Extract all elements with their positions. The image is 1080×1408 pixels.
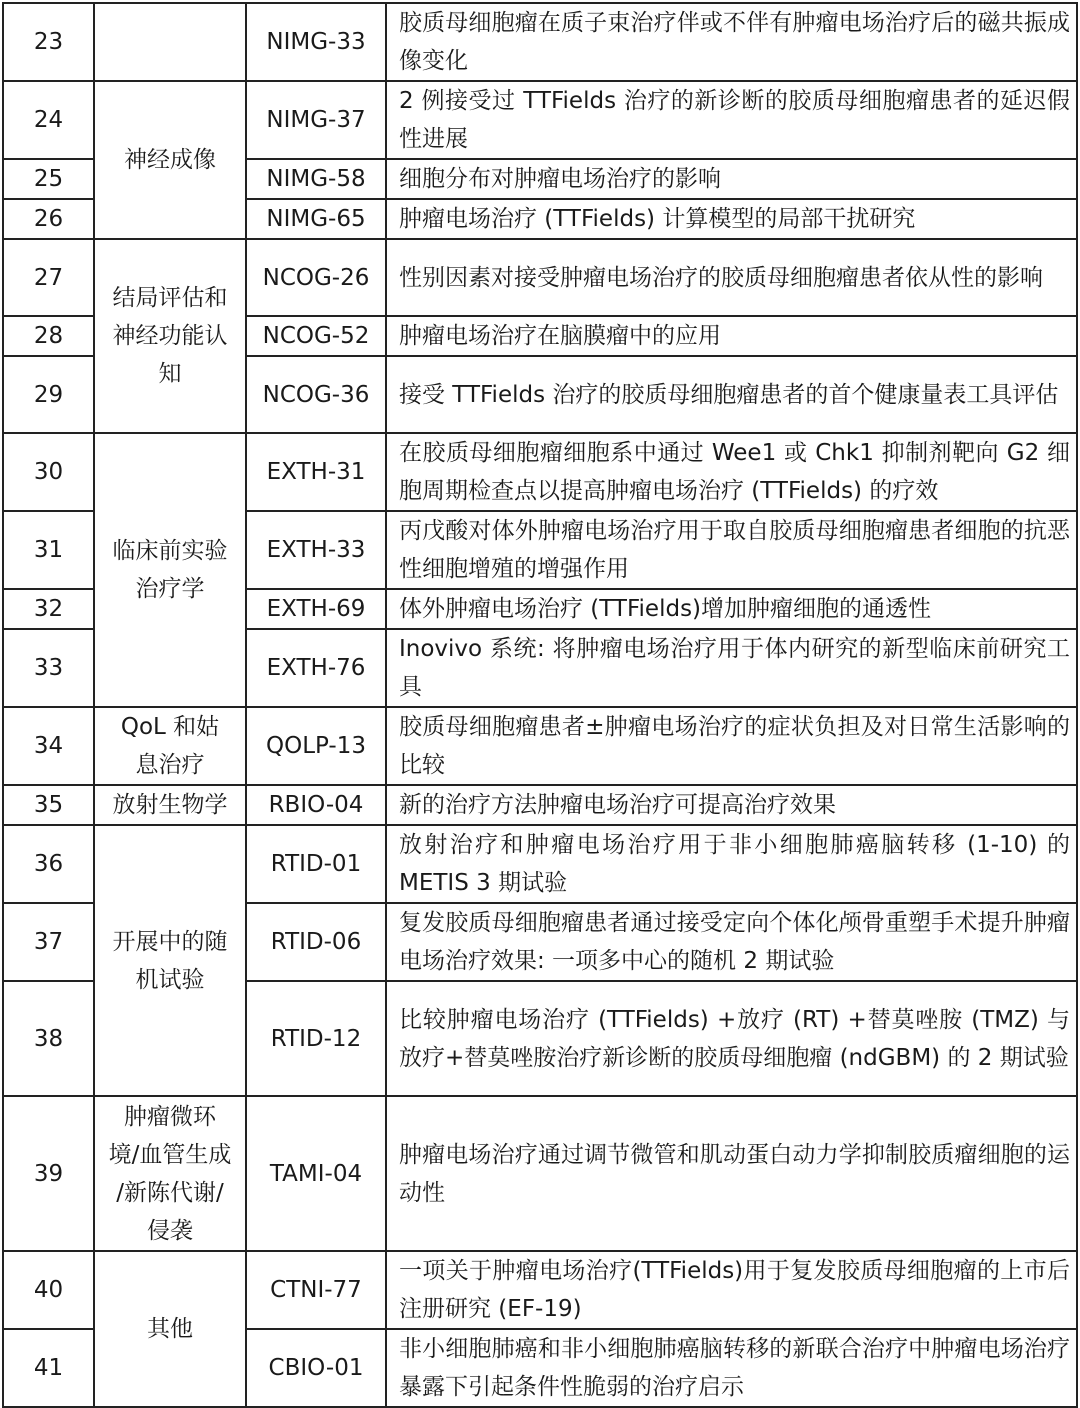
row-number: 32	[3, 589, 94, 629]
category-cell: 神经成像	[94, 81, 246, 239]
table-row	[3, 825, 1077, 903]
row-number: 25	[3, 159, 94, 199]
abstract-title: 复发胶质母细胞瘤患者通过接受定向个体化颅骨重塑手术提升肿瘤电场治疗效果: 一项多中心的随机 2 期试验	[386, 903, 1077, 981]
table-row	[3, 1096, 1077, 1251]
row-number: 37	[3, 903, 94, 981]
abstract-code: EXTH-33	[246, 511, 386, 589]
table-row	[3, 707, 1077, 785]
abstract-code: CBIO-01	[246, 1329, 386, 1407]
abstract-title: 肿瘤电场治疗通过调节微管和肌动蛋白动力学抑制胶质瘤细胞的运动性	[386, 1096, 1077, 1251]
abstract-code: QOLP-13	[246, 707, 386, 785]
row-number: 23	[3, 3, 94, 81]
abstract-code: RBIO-04	[246, 785, 386, 825]
abstract-title: 细胞分布对肿瘤电场治疗的影响	[386, 159, 1077, 199]
table-row	[3, 3, 1077, 81]
category-cell: 其他	[94, 1251, 246, 1407]
abstract-title: 放射治疗和肿瘤电场治疗用于非小细胞肺癌脑转移 (1-10) 的 METIS 3 期试验	[386, 825, 1077, 903]
category-cell: 肿瘤微环 境/血管生成 /新陈代谢/ 侵袭	[94, 1096, 246, 1251]
abstract-title: 新的治疗方法肿瘤电场治疗可提高治疗效果	[386, 785, 1077, 825]
abstract-code: RTID-12	[246, 981, 386, 1096]
row-number: 36	[3, 825, 94, 903]
abstract-code: NCOG-36	[246, 356, 386, 433]
abstract-title: 性别因素对接受肿瘤电场治疗的胶质母细胞瘤患者依从性的影响	[386, 239, 1077, 316]
table-row	[3, 1251, 1077, 1329]
row-number: 26	[3, 199, 94, 239]
abstract-title: 丙戊酸对体外肿瘤电场治疗用于取自胶质母细胞瘤患者细胞的抗恶性细胞增殖的增强作用	[386, 511, 1077, 589]
abstract-title: 在胶质母细胞瘤细胞系中通过 Wee1 或 Chk1 抑制剂靶向 G2 细胞周期检查点以提高肿瘤电场治疗 (TTFields) 的疗效	[386, 433, 1077, 511]
row-number: 33	[3, 629, 94, 707]
abstract-title: 体外肿瘤电场治疗 (TTFields)增加肿瘤细胞的通透性	[386, 589, 1077, 629]
abstract-code: NCOG-26	[246, 239, 386, 316]
row-number: 35	[3, 785, 94, 825]
row-number: 24	[3, 81, 94, 159]
abstract-title: 肿瘤电场治疗 (TTFields) 计算模型的局部干扰研究	[386, 199, 1077, 239]
table-row	[3, 785, 1077, 825]
abstract-code: NCOG-52	[246, 316, 386, 356]
abstract-code: NIMG-65	[246, 199, 386, 239]
row-number: 29	[3, 356, 94, 433]
table-row	[3, 433, 1077, 511]
abstract-title: 肿瘤电场治疗在脑膜瘤中的应用	[386, 316, 1077, 356]
row-number: 34	[3, 707, 94, 785]
abstract-title: 比较肿瘤电场治疗 (TTFields) +放疗 (RT) +替莫唑胺 (TMZ) 与放疗+替莫唑胺治疗新诊断的胶质母细胞瘤 (ndGBM) 的 2 期试验	[386, 981, 1077, 1096]
abstract-code: EXTH-69	[246, 589, 386, 629]
abstract-code: NIMG-58	[246, 159, 386, 199]
table-row	[3, 239, 1077, 316]
table-row	[3, 81, 1077, 159]
abstract-code: RTID-06	[246, 903, 386, 981]
abstract-title: 一项关于肿瘤电场治疗(TTFields)用于复发胶质母细胞瘤的上市后注册研究 (EF-19)	[386, 1251, 1077, 1329]
abstract-title: 接受 TTFields 治疗的胶质母细胞瘤患者的首个健康量表工具评估	[386, 356, 1077, 433]
abstract-code: NIMG-33	[246, 3, 386, 81]
abstract-code: EXTH-76	[246, 629, 386, 707]
table-body	[3, 3, 1077, 1407]
category-cell: 临床前实验 治疗学	[94, 433, 246, 707]
row-number: 41	[3, 1329, 94, 1407]
row-number: 40	[3, 1251, 94, 1329]
abstract-code: EXTH-31	[246, 433, 386, 511]
research-table	[2, 2, 1078, 1408]
abstract-title: 2 例接受过 TTFields 治疗的新诊断的胶质母细胞瘤患者的延迟假性进展	[386, 81, 1077, 159]
abstract-title: Inovivo 系统: 将肿瘤电场治疗用于体内研究的新型临床前研究工具	[386, 629, 1077, 707]
row-number: 28	[3, 316, 94, 356]
abstract-code: TAMI-04	[246, 1096, 386, 1251]
row-number: 27	[3, 239, 94, 316]
category-cell: 结局评估和 神经功能认 知	[94, 239, 246, 433]
abstract-title: 胶质母细胞瘤在质子束治疗伴或不伴有肿瘤电场治疗后的磁共振成像变化	[386, 3, 1077, 81]
category-cell: 开展中的随 机试验	[94, 825, 246, 1096]
abstract-code: CTNI-77	[246, 1251, 386, 1329]
category-cell: QoL 和姑 息治疗	[94, 707, 246, 785]
abstract-title: 非小细胞肺癌和非小细胞肺癌脑转移的新联合治疗中肿瘤电场治疗暴露下引起条件性脆弱的治疗启示	[386, 1329, 1077, 1407]
abstract-code: NIMG-37	[246, 81, 386, 159]
abstract-title: 胶质母细胞瘤患者±肿瘤电场治疗的症状负担及对日常生活影响的比较	[386, 707, 1077, 785]
row-number: 31	[3, 511, 94, 589]
row-number: 38	[3, 981, 94, 1096]
abstract-code: RTID-01	[246, 825, 386, 903]
row-number: 30	[3, 433, 94, 511]
row-number: 39	[3, 1096, 94, 1251]
category-cell: 放射生物学	[94, 785, 246, 825]
category-cell	[94, 3, 246, 81]
